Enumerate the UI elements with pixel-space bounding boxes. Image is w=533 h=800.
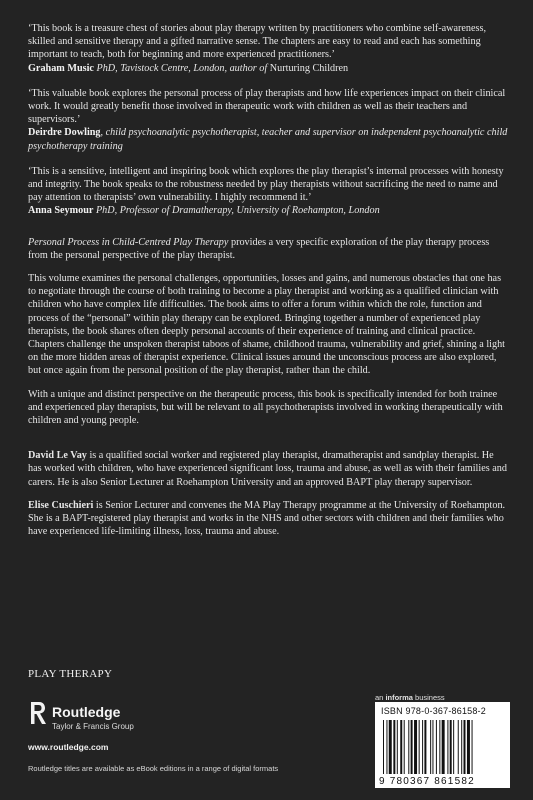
publisher-logo xyxy=(28,698,228,748)
informa-business: an informa business xyxy=(375,693,445,702)
author-bio-1: David Le Vay is a qualified social worker and registered play therapist, dramatherapist and sandplay therapist. He has worked with children, who have experienced significant loss, trauma and abuse, as well as with their families and carers. He is also Senior Lecturer at Roehampton University and an approved BAPT play therapy supervisor. xyxy=(28,450,507,488)
isbn-barcode xyxy=(375,702,510,788)
series-name: PLAY THERAPY xyxy=(28,668,113,680)
barcode-bar xyxy=(439,720,440,774)
barcode-bar xyxy=(442,720,445,774)
endorsement-1 xyxy=(28,22,508,75)
endorsement-text: ‘This is a sensitive, intelligent and inspiring book which explores the play therapist’s internal processes with honesty and integrity. The book speaks to the robustness needed by play therapists without sacrificing the need to name and pay attention to therapists’ own vulnerability. I highly recommend it.’ xyxy=(28,165,504,204)
endorsement-2 xyxy=(28,87,508,153)
endorsement-attribution xyxy=(28,126,508,152)
endorser-name: Anna Seymour xyxy=(28,205,94,217)
endorser-role: PhD, Tavistock Centre, London, author of xyxy=(96,62,268,74)
barcode-bar xyxy=(422,720,423,774)
barcode-digits: 9 780367 861582 xyxy=(379,776,475,787)
endorser-name: Graham Music xyxy=(28,62,94,74)
barcode-bar xyxy=(419,720,420,774)
barcode-bar xyxy=(404,720,405,774)
barcode-bar xyxy=(408,720,409,774)
blurb-paragraph-2: This volume examines the personal challenges, opportunities, losses and gains, and numerous obstacles that one has to negotiate through the course of both training to become a play therapist and working as a qualified clinician with children who have complex life difficulties. The book aims to offer a forum within which the role, function and process of the “personal” within play therapy can be explored. Bringing together a number of experienced play therapists, the book shares often deeply personal accounts of their experience of training and clinical practice. Chapters challenge the unspoken therapist taboos of shame, childhood trauma, vulnerability and grief, shining a light on the more hidden areas of therapist experience. Clinical issues around the unconscious process are also explored, but once again from the personal position of the play therapist, rather than the child. xyxy=(28,273,505,377)
barcode-bar xyxy=(414,720,417,774)
barcode-bar xyxy=(447,720,448,774)
endorsement-text: ‘This valuable book explores the personal process of play therapists and how life experiences impact on their clinical work. It would greatly benefit those involved in therapeutic work with children as well as their teachers and supervisors.’ xyxy=(28,87,506,126)
barcode-bar xyxy=(436,720,437,774)
blurb-paragraph-1: Personal Process in Child-Centred Play Therapy provides a very specific exploration of the play therapy process from the personal perspective of the play therapist. xyxy=(28,236,490,261)
author-bio-2: Elise Cuschieri is Senior Lecturer and convenes the MA Play Therapy programme at the University of Roehampton. She is a BAPT-registered play therapist and works in the NHS and other sectors with children and their families who have experienced life-limiting illness, loss, trauma and abuse. xyxy=(28,499,506,538)
barcode-bar xyxy=(467,720,470,774)
endorser-role: PhD, Professor of Dramatherapy, University of Roehampton, London xyxy=(95,205,380,217)
blurb-paragraph-3: With a unique and distinct perspective on the therapeutic process, this book is specifically intended for both trainee and experienced play therapists, but will be relevant to all psychotherapists involved in working therapeutically with children and young people. xyxy=(28,388,503,427)
endorser-role: , child psychoanalytic psychotherapist, teacher and supervisor on independent psychoanalytic child psychotherapy training xyxy=(28,127,508,152)
barcode-bar xyxy=(430,720,431,774)
barcode-bar xyxy=(432,720,433,774)
endorser-name: Deirdre Dowling xyxy=(28,127,101,139)
barcode-bar xyxy=(411,720,413,774)
endorsement-text: ‘This book is a treasure chest of stories about play therapy written by practitioners who combine self-awareness, skilled and sensitive therapy and a gifted narrative sense. The chapters are easy to read and each has something important to teach, both for beginning and more experienced practitioners.’ xyxy=(28,23,487,61)
barcode-bar xyxy=(397,720,398,774)
book-title: Personal Process in Child-Centred Play Therapy xyxy=(28,236,229,248)
ebook-note: Routledge titles are available as eBook editions in a range of digital formats xyxy=(28,764,279,773)
author-name: Elise Cuschieri xyxy=(28,499,94,511)
barcode-bar xyxy=(386,720,387,774)
barcode-bar xyxy=(453,720,454,774)
endorser-book: Nurturing Children xyxy=(269,62,349,74)
barcode-bar xyxy=(464,720,466,774)
routledge-logo-icon xyxy=(28,700,48,726)
endorsement-attribution xyxy=(28,204,508,217)
barcode-bar xyxy=(461,720,462,774)
barcode-bar xyxy=(400,720,402,774)
publisher-name: Routledge xyxy=(52,704,121,720)
back-cover-text xyxy=(28,22,508,549)
isbn-text: ISBN 978-0-367-86158-2 xyxy=(381,706,486,716)
barcode-bar xyxy=(393,720,395,774)
publisher-group: Taylor & Francis Group xyxy=(52,722,134,731)
endorsement-attribution xyxy=(28,62,508,75)
endorsement-3 xyxy=(28,165,508,218)
barcode-bar xyxy=(458,720,459,774)
barcode-bar xyxy=(383,720,384,774)
barcode-icon xyxy=(383,720,502,774)
barcode-bar xyxy=(472,720,473,774)
barcode-bar xyxy=(389,720,392,774)
author-name: David Le Vay xyxy=(28,450,87,462)
publisher-url: www.routledge.com xyxy=(28,742,109,752)
barcode-bar xyxy=(450,720,452,774)
barcode-bar xyxy=(424,720,426,774)
